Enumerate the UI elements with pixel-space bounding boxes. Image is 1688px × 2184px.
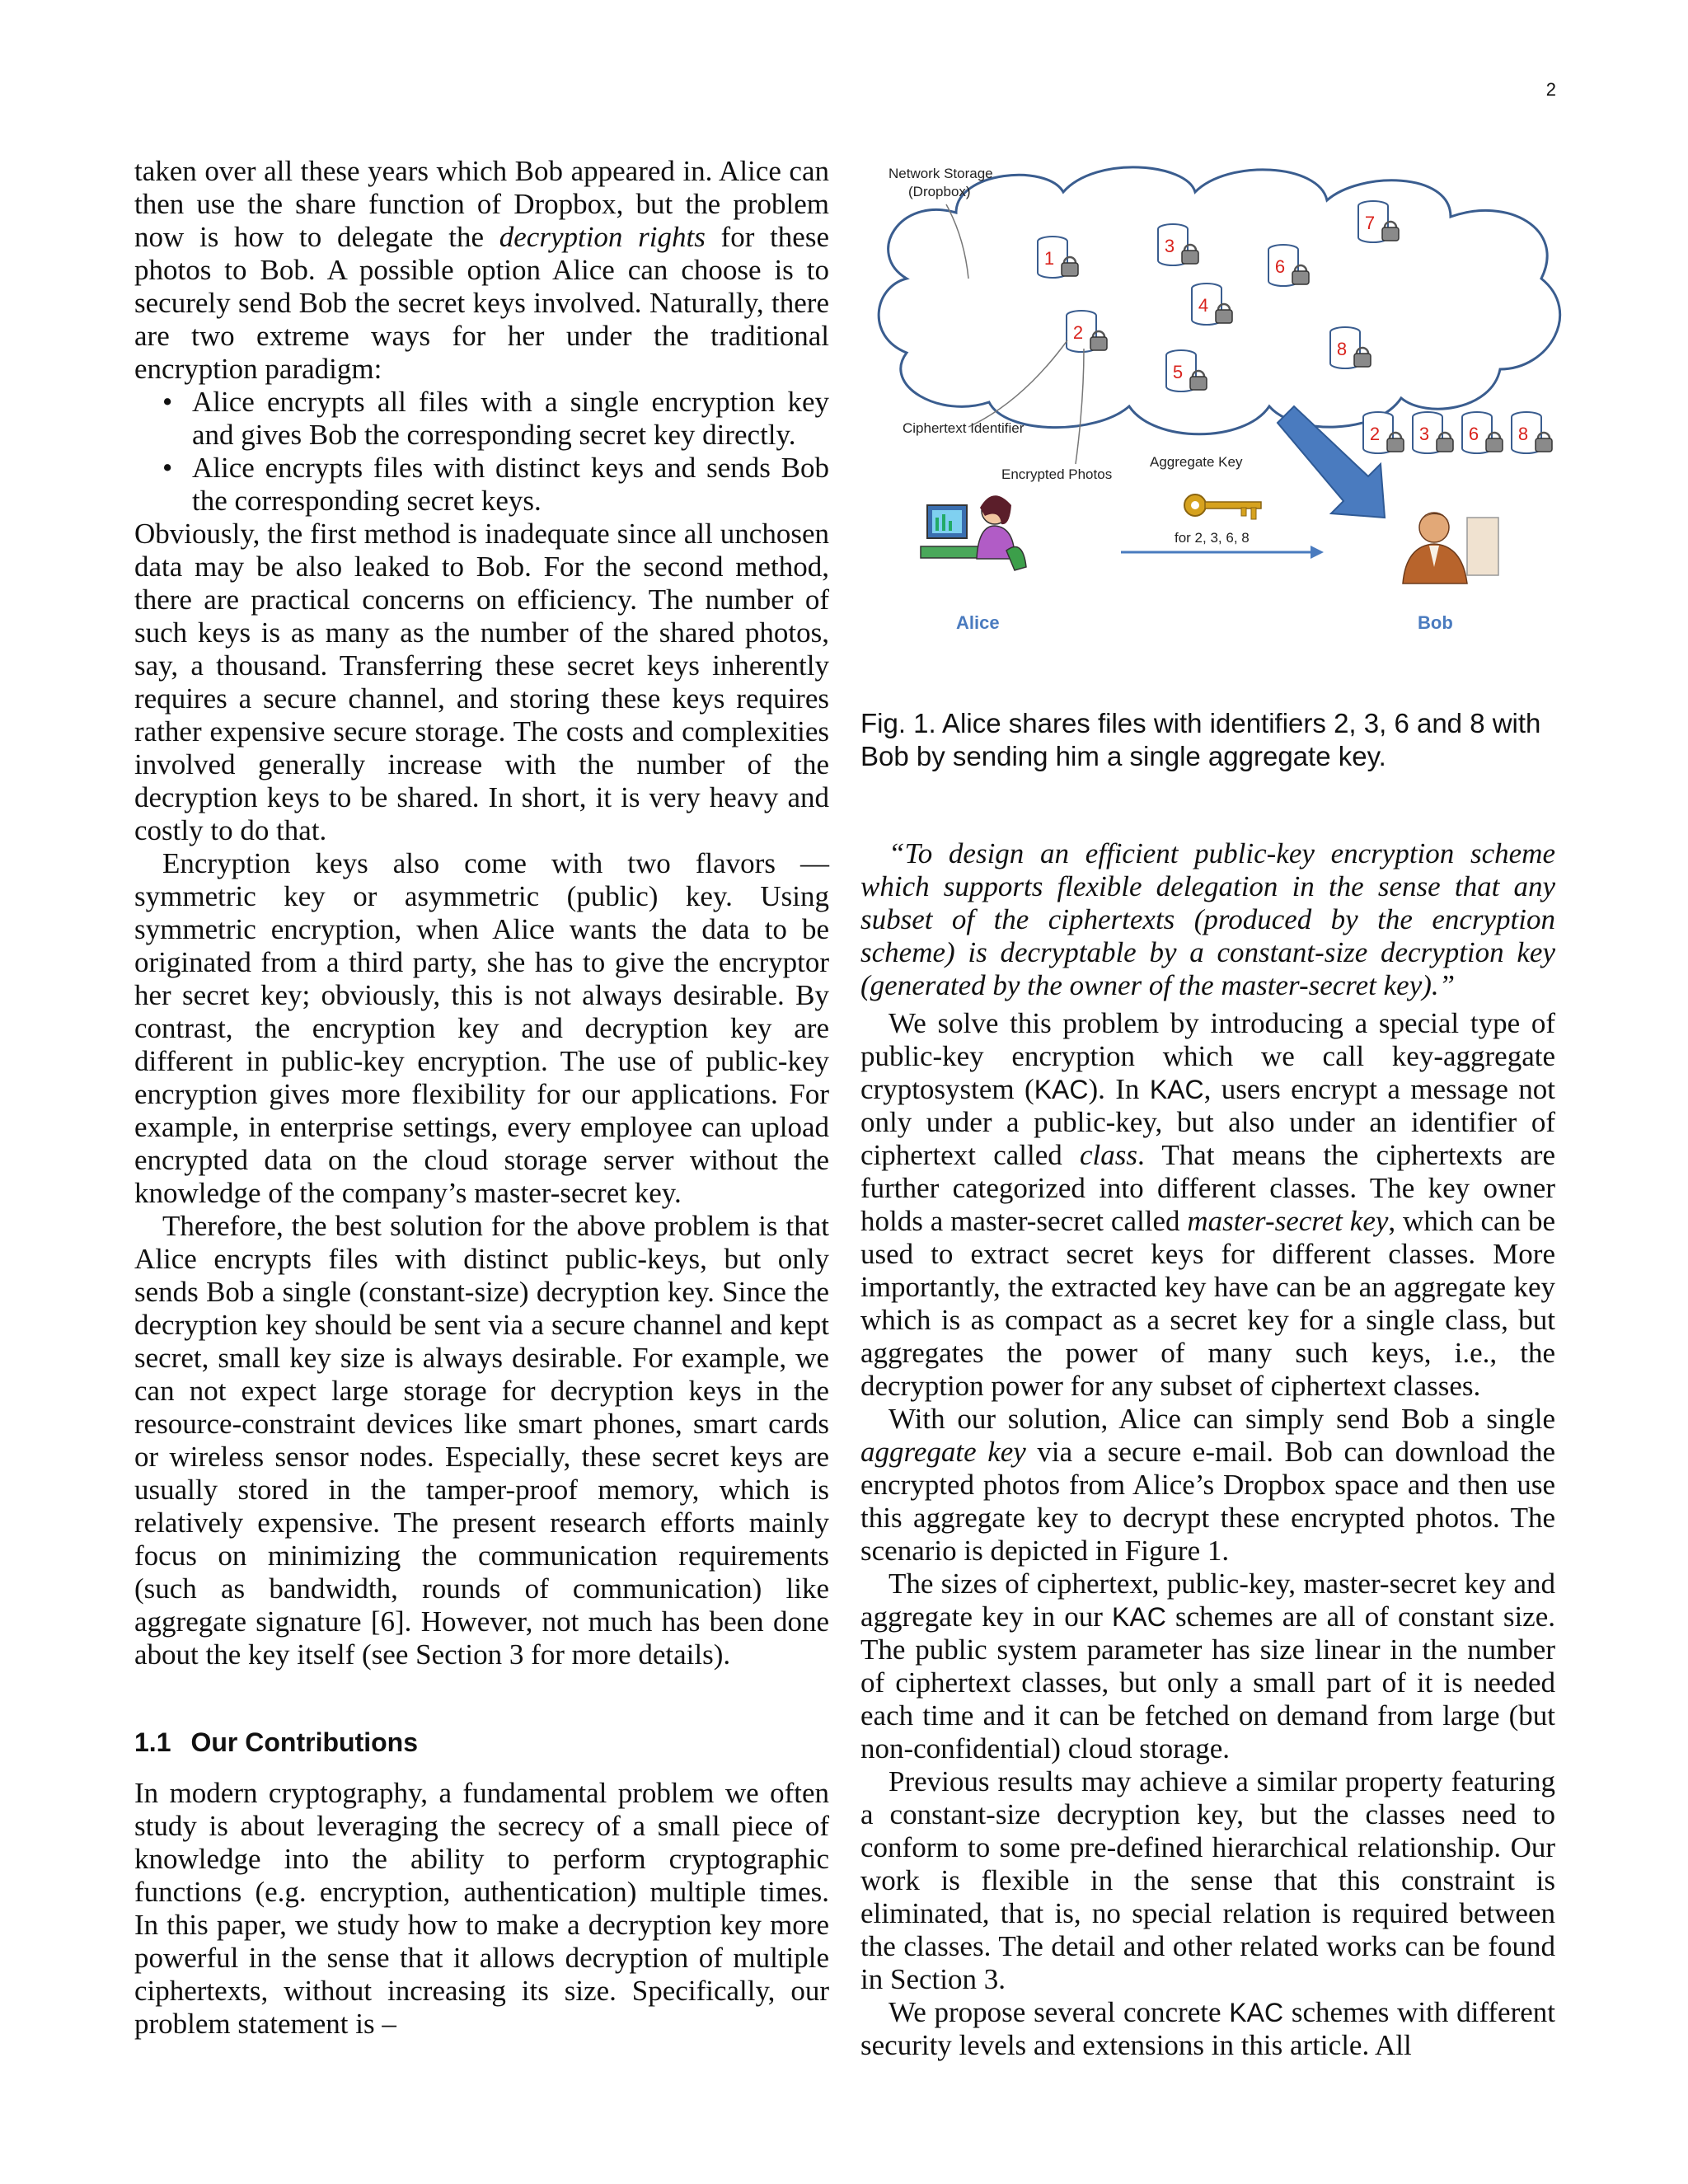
list-item: • Alice encrypts files with distinct keys and sends Bob the corresponding secret keys. — [192, 452, 829, 518]
text: The sizes of ciphertext, public-key, master-secret key and aggregate key in our — [860, 1568, 1555, 1633]
page-number: 2 — [1545, 79, 1556, 100]
encrypted-photos-label: Encrypted Photos — [1001, 466, 1113, 482]
kac-term: KAC — [1149, 1075, 1204, 1104]
text: With our solution, Alice can simply send Bob a single — [889, 1403, 1555, 1435]
figure-caption: Fig. 1. Alice shares files with identifiers 2, 3, 6 and 8 with Bob by sending him a single aggregate key. — [860, 708, 1541, 771]
left-column — [134, 155, 829, 2041]
text: for these photos to Bob. A possible option Alice can choose is to securely send Bob the secret keys involved. Naturally, there are two extreme ways for her under the traditional encryption paradigm: — [134, 221, 829, 385]
paragraph — [860, 1007, 1555, 1403]
paragraph — [860, 1403, 1555, 1568]
text: We solve this problem by introducing a special type of public-key encryption which we call key-aggregate cryptosystem ( — [860, 1007, 1555, 1105]
kac-term: KAC — [1229, 1998, 1284, 2027]
bob-label: Bob — [1418, 612, 1453, 633]
aggregate-key-label: Aggregate Key — [1150, 454, 1243, 470]
emphasis-text: master-secret key — [1187, 1205, 1389, 1237]
section-heading — [134, 1726, 829, 1759]
paragraph: Encryption keys also come with two flavors — symmetric key or asymmetric (public) key. Using symmetric encryption, when Alice wants the data to be originated from a third party, she has to give the encryptor her secret key; obviously, this is not always desirable. By contrast, the encryption key and decryption key are different in public-key encryption. The use of public-key encryption gives more flexibility for our applications. For example, in enterprise settings, every employee can upload encrypted data on the cloud storage server without the knowledge of the company’s master-secret key. — [134, 847, 829, 1209]
shared-file-8-icon — [1512, 412, 1552, 453]
key-ids-label: for 2, 3, 6, 8 — [1175, 530, 1250, 546]
shared-file-6-icon — [1462, 412, 1503, 453]
figure-1 — [857, 155, 1566, 666]
svg-text:7: 7 — [1364, 213, 1376, 233]
text: via a secure e-mail. Bob can download the encrypted photos from Alice’s Dropbox space and then use this aggregate key to decrypt these encrypted photos. The scenario is depicted in Figure 1. — [860, 1436, 1555, 1567]
bob-avatar — [1403, 513, 1498, 583]
svg-text:1: 1 — [1043, 248, 1055, 269]
section-number: 1.1 — [134, 1727, 171, 1757]
list-item: • Alice encrypts all files with a single encryption key and gives Bob the corresponding secret key directly. — [192, 386, 829, 452]
section-title: Our Contributions — [190, 1727, 418, 1757]
kac-term: KAC — [1034, 1075, 1089, 1104]
alice-label: Alice — [956, 612, 1000, 633]
svg-text:6: 6 — [1274, 256, 1286, 277]
svg-text:8: 8 — [1336, 339, 1348, 359]
send-arrow-icon — [1311, 546, 1324, 559]
svg-text:5: 5 — [1172, 362, 1184, 382]
right-column — [860, 837, 1555, 2062]
text: , which can be used to extract secret keys for different classes. More importantly, the extracted key have can be an aggregate key which is as compact as a secret key for a single class, but aggregates the power of many such keys, i.e., the decryption power for any subset of ciphertext classes. — [860, 1205, 1555, 1402]
paragraph: Therefore, the best solution for the above problem is that Alice encrypts files with distinct public-keys, but only sends Bob a single (constant-size) decryption key. Since the decryption key should be sent via a secure channel and kept secret, small key size is always desirable. For example, we can not expect large storage for decryption keys in the resource-constraint devices like smart phones, smart cards or wireless sensor nodes. Especially, these secret keys are usually stored in the tamper-proof memory, which is relatively expensive. The present research efforts mainly focus on minimizing the communication requirements (such as bandwidth, rounds of communication) like aggregate signature [6]. However, not much has been done about the key itself (see Section 3 for more details). — [134, 1210, 829, 1671]
paragraph: Previous results may achieve a similar property featuring a constant-size decryption key, but the classes need to conform to some pre-defined hierarchical relationship. Our work is flexible in the sense that this constraint is eliminated, that is, no special relation is required between the classes. The detail and other related works can be found in Section 3. — [860, 1765, 1555, 1995]
ciphertext-identifier-label: Ciphertext Identifier — [903, 420, 1025, 436]
emphasis-text: decryption rights — [499, 221, 706, 253]
dropbox-label: (Dropbox) — [908, 184, 971, 199]
svg-text:3: 3 — [1164, 236, 1175, 256]
svg-text:6: 6 — [1468, 424, 1479, 444]
paragraph — [860, 1996, 1555, 2062]
svg-text:4: 4 — [1198, 295, 1209, 316]
text: ). In — [1088, 1073, 1150, 1105]
svg-text:3: 3 — [1418, 424, 1430, 444]
paragraph — [134, 155, 829, 386]
problem-statement-quote: “To design an efficient public-key encryption scheme which supports flexible delegation in the sense that any subset of the ciphertexts (produced by the encryption scheme) is decryptable by a constant-size decryption key (generated by the owner of the master-secret key).” — [860, 837, 1555, 1001]
emphasis-text: aggregate key — [860, 1436, 1026, 1468]
text: taken over all these years which Bob appeared in. Alice can then use the share function of Dropbox, but the problem now is how to delegate the — [134, 155, 829, 253]
text: schemes with different security levels and extensions in this article. All — [860, 1996, 1555, 2061]
alice-avatar — [921, 495, 1026, 570]
network-storage-label: Network Storage — [889, 166, 993, 181]
text: , users encrypt a message not only under a public-key, but also under an identifier of ciphertext called — [860, 1073, 1556, 1171]
text: . That means the ciphertexts are further categorized into different classes. The key owner holds a master-secret called — [860, 1139, 1555, 1237]
svg-text:2: 2 — [1369, 424, 1381, 444]
paragraph: Obviously, the first method is inadequate since all unchosen data may be also leaked to Bob. For the second method, there are practical concerns on efficiency. The number of such keys is as many as the number of the shared photos, say, a thousand. Transferring these secret keys inherently requires a secure channel, and storing these keys requires rather expensive secure storage. The costs and complexities involved generally increase with the number of the decryption keys to be shared. In short, it is very heavy and costly to do that. — [134, 518, 829, 846]
key-icon — [1184, 494, 1261, 519]
shared-file-2-icon — [1363, 412, 1404, 453]
bullet-list — [134, 386, 829, 518]
emphasis-text: class — [1080, 1139, 1137, 1171]
kac-term: KAC — [1112, 1602, 1166, 1632]
paragraph — [860, 1568, 1555, 1765]
paragraph: In modern cryptography, a fundamental problem we often study is about leveraging the secrecy of a small piece of knowledge into the ability to perform cryptographic functions (e.g. encryption, authentication) multiple times. In this paper, we study how to make a decryption key more powerful in the sense that it allows decryption of multiple ciphertexts, without increasing its size. Specifically, our problem statement is – — [134, 1777, 829, 2040]
svg-text:8: 8 — [1517, 424, 1529, 444]
text: schemes are all of constant size. The public system parameter has size linear in the number of ciphertext classes, but only a small part of it is needed each time and it can be fetched on demand from large (but non-confidential) cloud storage. — [860, 1601, 1555, 1765]
svg-text:2: 2 — [1072, 322, 1084, 343]
shared-file-3-icon — [1413, 412, 1453, 453]
text: We propose several concrete — [889, 1996, 1230, 2028]
